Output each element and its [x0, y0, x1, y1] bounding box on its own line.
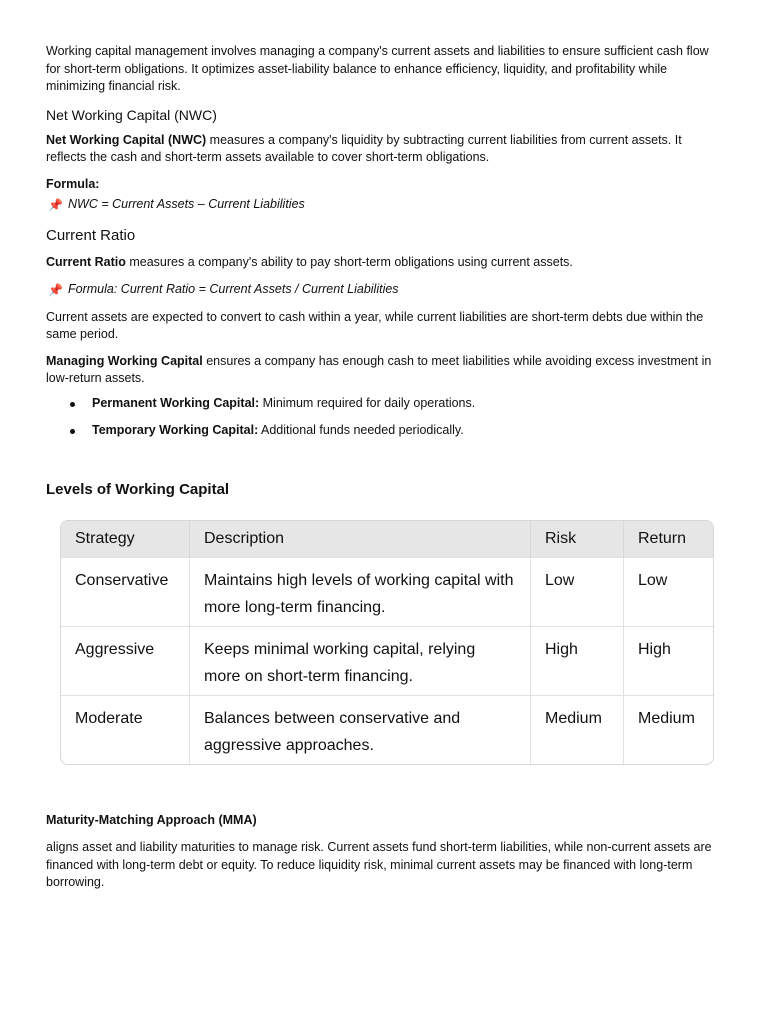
nwc-heading: Net Working Capital (NWC): [46, 106, 217, 123]
cell-risk: Low: [531, 557, 624, 626]
list-item: [46, 395, 722, 413]
bullet-icon: [70, 429, 75, 434]
cell-strategy: Conservative: [61, 557, 190, 626]
cell-risk: High: [531, 626, 624, 695]
cell-return: Medium: [624, 695, 714, 764]
column-header-strategy: Strategy: [61, 521, 190, 558]
current-ratio-formula: [46, 281, 722, 299]
current-ratio-text: measures a company's ability to pay short-term obligations using current assets.: [125, 254, 573, 269]
list-item: [46, 422, 722, 440]
mma-paragraph: aligns asset and liability maturities to manage risk. Current assets fund short-term liabilities, while non-current assets are financed with long-term debt or equity. To reduce liquidity risk, minimal current assets may be financed with long-term borrowing.: [46, 840, 712, 889]
nwc-term: Net Working Capital (NWC): [46, 132, 207, 147]
list-item-text: Additional funds needed periodically.: [258, 423, 464, 437]
cell-description: Keeps minimal working capital, relying more on short-term financing.: [190, 626, 531, 695]
nwc-text: measures a company's liquidity by subtracting current liabilities from current assets. It reflects the cash and short-term assets available to cover short-term obligations.: [46, 132, 682, 164]
working-capital-types-list: [46, 395, 722, 440]
pushpin-icon: 📌: [48, 197, 63, 212]
current-ratio-term: Current Ratio: [46, 254, 126, 269]
cell-description: Balances between conservative and aggressive approaches.: [190, 695, 531, 764]
managing-paragraph: [46, 353, 722, 388]
intro-paragraph: Working capital management involves managing a company's current assets and liabilities to ensure sufficient cash flow for short-term obligations. It optimizes asset-liability balance to enhance efficiency, liquidity, and profitability while minimizing financial risk.: [46, 44, 709, 93]
cell-strategy: Aggressive: [61, 626, 190, 695]
current-assets-explanation: Current assets are expected to convert to cash within a year, while current liabilities are short-term debts due within the same period.: [46, 309, 704, 341]
cell-risk: Medium: [531, 695, 624, 764]
levels-table: [60, 520, 714, 765]
column-header-description: Description: [190, 521, 531, 558]
column-header-return: Return: [624, 521, 714, 558]
current-ratio-formula-text: Formula: Current Ratio = Current Assets / Current Liabilities: [68, 282, 399, 296]
managing-text: ensures a company has enough cash to meet liabilities while avoiding excess investment in low-return assets.: [46, 353, 712, 385]
formula-label: Formula:: [46, 176, 100, 191]
list-item-text: Minimum required for daily operations.: [259, 395, 476, 410]
table-header-row: [61, 521, 713, 558]
column-header-risk: Risk: [531, 521, 624, 558]
document-content: [46, 43, 722, 892]
pushpin-icon: 📌: [48, 282, 63, 297]
mma-heading: Maturity-Matching Approach (MMA): [46, 812, 257, 827]
cell-return: Low: [624, 557, 714, 626]
nwc-formula-text: NWC = Current Assets – Current Liabilities: [68, 197, 305, 211]
cell-strategy: Moderate: [61, 695, 190, 764]
current-ratio-paragraph: [46, 254, 722, 272]
current-ratio-heading: Current Ratio: [46, 226, 136, 244]
nwc-paragraph: [46, 132, 722, 167]
table-row: [61, 557, 713, 626]
table-row: [61, 626, 713, 695]
cell-description: Maintains high levels of working capital with more long-term financing.: [190, 557, 531, 626]
levels-heading: Levels of Working Capital: [46, 480, 230, 498]
cell-return: High: [624, 626, 714, 695]
bullet-icon: [70, 402, 75, 407]
nwc-formula: [46, 196, 722, 214]
table-row: [61, 695, 713, 764]
managing-term: Managing Working Capital: [46, 353, 203, 368]
list-item-term: Permanent Working Capital:: [92, 395, 260, 410]
list-item-term: Temporary Working Capital:: [92, 423, 259, 437]
